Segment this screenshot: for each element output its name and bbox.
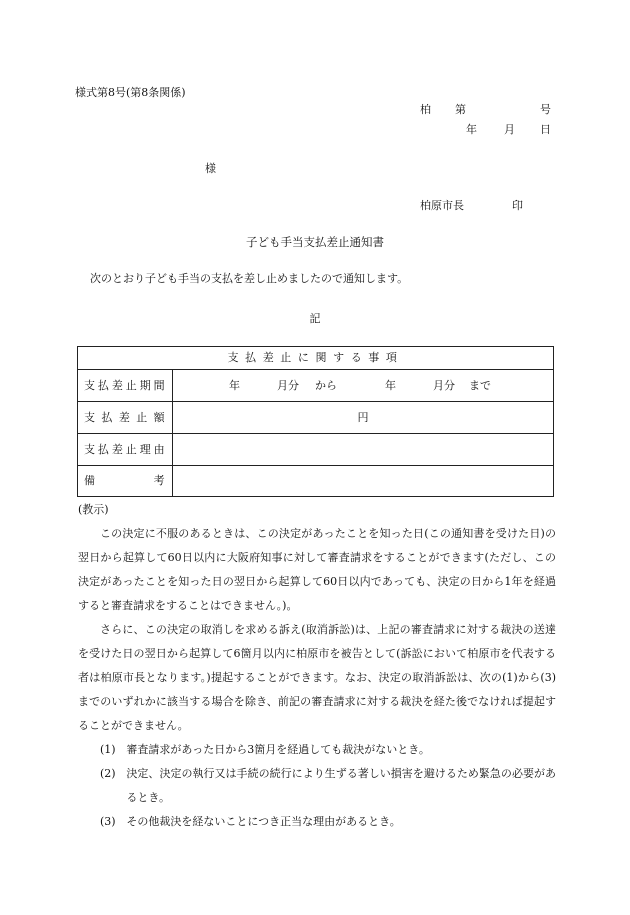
date-day: 日 <box>540 123 551 136</box>
ki-heading: 記 <box>309 312 321 325</box>
item-text: その他裁決を経ないことにつき正当な理由があるとき。 <box>126 815 401 828</box>
document-title: 子ども手当支払差止通知書 <box>246 235 384 249</box>
amount-value: 円 <box>173 402 554 434</box>
reason-label: 支払差止理由 <box>78 434 173 466</box>
notice-item <box>78 738 556 762</box>
recipient-suffix: 様 <box>205 162 216 175</box>
notice-item <box>78 810 556 834</box>
item-number: (1) <box>100 743 116 756</box>
doc-number-go: 号 <box>540 103 551 116</box>
notice-item <box>78 762 556 810</box>
intro-text: 次のとおり子ども手当の支払を差し止めましたので通知します。 <box>90 272 409 285</box>
remarks-label: 備考 <box>78 466 173 497</box>
reason-value <box>173 434 554 466</box>
period-year-from: 年 <box>229 378 240 392</box>
doc-number-prefix: 柏 <box>420 103 431 116</box>
period-year-to: 年 <box>385 378 396 392</box>
notice-label: (教示) <box>78 503 109 516</box>
period-month-to: 月分 <box>433 378 455 392</box>
item-text: 審査請求があった日から3箇月を経過しても裁決がないとき。 <box>126 743 430 756</box>
table-header: 支払差止に関する事項 <box>78 347 554 370</box>
suspension-table <box>77 346 554 497</box>
period-from-word: から <box>315 378 337 392</box>
item-number: (3) <box>100 815 116 828</box>
period-to-word: まで <box>469 378 491 392</box>
item-number: (2) <box>100 767 116 780</box>
notice-paragraph-1: この決定に不服のあるときは、この決定があったことを知った日(この通知書を受けた日)の翌日から起算して60日以内に大阪府知事に対して審査請求をすることができます(ただし、この決定があったことを知った日の翌日から起算して60日以内であっても、決定の日から1年を経過すると審査請求をすることはできません。)。 <box>78 527 556 612</box>
period-month-from: 月分 <box>277 378 299 392</box>
form-number: 様式第8号(第8条関係) <box>75 86 186 99</box>
period-label: 支払差止期間 <box>78 370 173 402</box>
amount-label: 支払差止額 <box>78 402 173 434</box>
date-year: 年 <box>466 123 477 136</box>
period-value <box>173 370 554 402</box>
date-month: 月 <box>504 123 515 136</box>
notice-paragraph-2: さらに、この決定の取消しを求める訴え(取消訴訟)は、上記の審査請求に対する裁決の送達を受けた日の翌日から起算して6箇月以内に柏原市を被告として(訴訟において柏原市を代表する者は柏原市長となります。)提起することができます。なお、決定の取消訴訟は、次の(1)から(3)までのいずれかに該当する場合を除き、前記の審査請求に対する裁決を経た後でなければ提起することができません。 <box>78 623 556 732</box>
item-text: 決定、決定の執行又は手続の続行により生ずる著しい損害を避けるため緊急の必要があるとき。 <box>126 767 556 804</box>
doc-number-dai: 第 <box>455 103 466 116</box>
remarks-value <box>173 466 554 497</box>
seal-mark: 印 <box>512 199 523 212</box>
notice-body <box>78 522 556 834</box>
issuer-name: 柏原市長 <box>420 199 464 212</box>
